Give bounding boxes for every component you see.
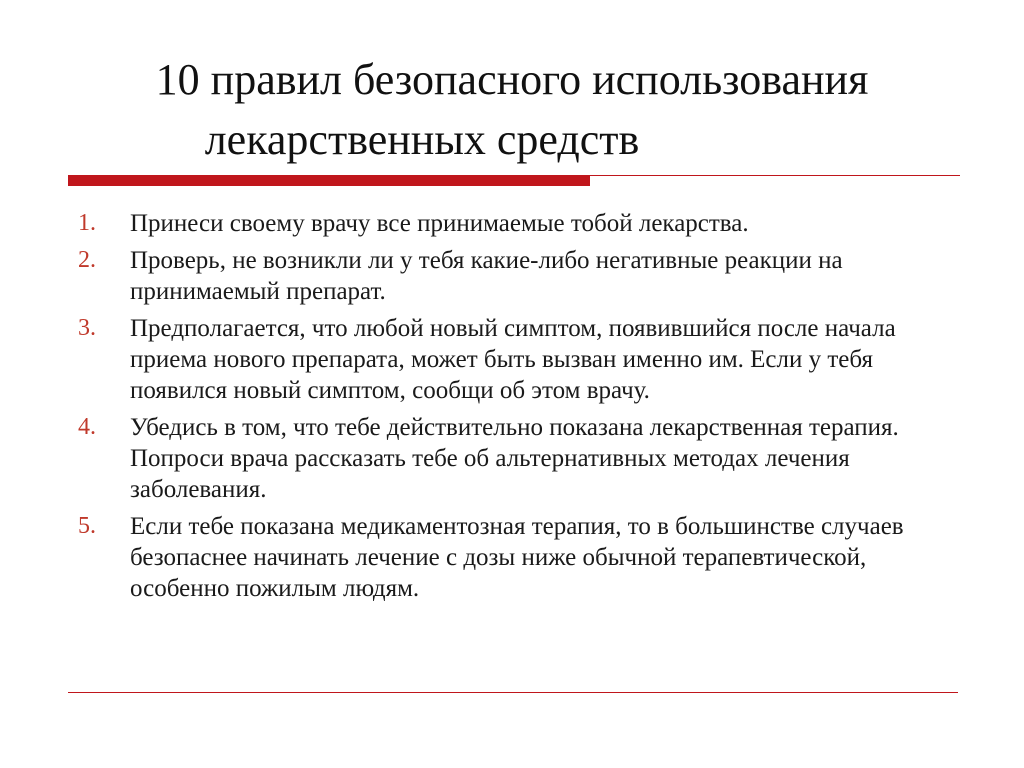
list-item (78, 208, 958, 239)
list-item-text: Если тебе показана медикаментозная терапия, то в большинстве случаев безопаснее начинать лечение с дозы ниже обычной терапевтической, особенно пожилым людям. (130, 513, 904, 602)
title-line-1: 10 правил безопасного использования (155, 55, 869, 104)
list-item-number: 4. (78, 414, 96, 440)
rules-list (78, 208, 958, 610)
list-item (78, 511, 958, 604)
list-item (78, 412, 958, 505)
list-item-text: Принеси своему врачу все принимаемые тобой лекарства. (130, 210, 749, 237)
list-item-number: 3. (78, 315, 96, 341)
list-item-text: Убедись в том, что тебе действительно показана лекарственная терапия. Попроси врача рассказать тебе об альтернативных методах лечения заболевания. (130, 414, 899, 503)
title-underline-thick (68, 175, 590, 186)
bottom-divider (68, 692, 958, 693)
slide-title (70, 50, 954, 170)
title-underline-thin (590, 175, 960, 176)
title-line-2: лекарственных средств (204, 115, 640, 164)
list-item (78, 245, 958, 307)
list-item (78, 313, 958, 406)
list-item-text: Предполагается, что любой новый симптом, появившийся после начала приема нового препарата, может быть вызван именно им. Если у тебя появился новый симптом, сообщи об этом врачу. (130, 315, 896, 404)
list-item-text: Проверь, не возникли ли у тебя какие-либо негативные реакции на принимаемый препарат. (130, 247, 843, 305)
list-item-number: 2. (78, 247, 96, 273)
list-item-number: 5. (78, 513, 96, 539)
list-item-number: 1. (78, 210, 96, 236)
